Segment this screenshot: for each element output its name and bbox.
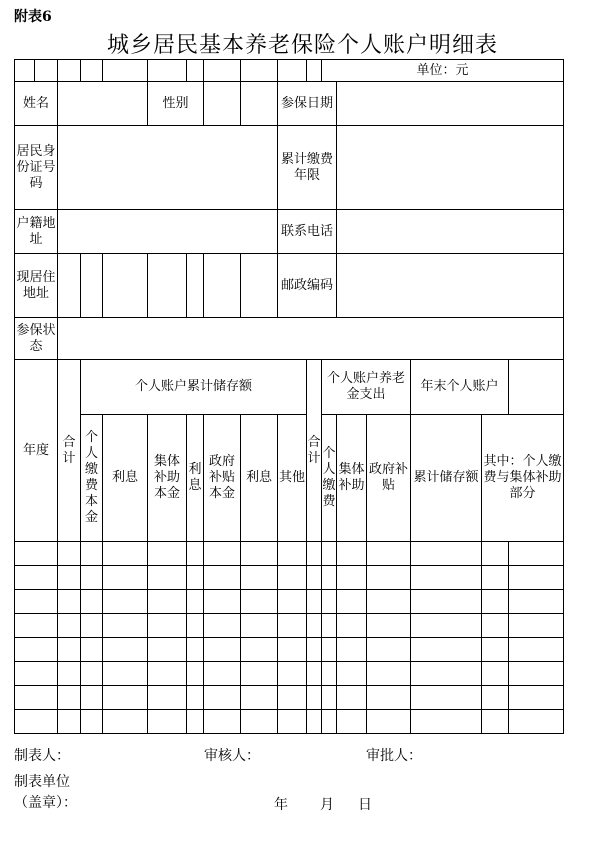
ledger-cell[interactable]: [482, 614, 509, 638]
ledger-cell[interactable]: [509, 686, 564, 710]
ledger-row: [15, 590, 564, 614]
blank-cell: [241, 254, 278, 318]
ledger-cell[interactable]: [15, 710, 58, 734]
ledger-cell[interactable]: [81, 638, 103, 662]
col-interest-3: 利息: [241, 415, 278, 542]
ledger-cell[interactable]: [322, 590, 337, 614]
ledger-cell[interactable]: [187, 710, 204, 734]
ledger-row: [15, 710, 564, 734]
ledger-cell[interactable]: [307, 686, 322, 710]
blank-cell: [509, 360, 564, 415]
ledger-cell[interactable]: [367, 566, 411, 590]
ledger-cell[interactable]: [204, 566, 241, 590]
ledger-cell[interactable]: [367, 710, 411, 734]
ledger-cell[interactable]: [367, 662, 411, 686]
ledger-row: [15, 638, 564, 662]
ledger-cell[interactable]: [278, 710, 307, 734]
ledger-cell[interactable]: [278, 590, 307, 614]
ledger-cell[interactable]: [322, 542, 337, 566]
ledger-cell[interactable]: [367, 614, 411, 638]
blank-cell: [103, 254, 148, 318]
preparer-label: 制表人：: [14, 748, 70, 764]
ledger-cell[interactable]: [103, 614, 148, 638]
ledger-cell[interactable]: [307, 542, 322, 566]
ledger-cell[interactable]: [81, 710, 103, 734]
blank-cell: [35, 60, 58, 82]
ledger-cell[interactable]: [241, 638, 278, 662]
ledger-cell[interactable]: [241, 662, 278, 686]
col-other: 其他: [278, 415, 307, 542]
ledger-cell[interactable]: [322, 566, 337, 590]
hukou-value[interactable]: [58, 210, 278, 254]
ledger-cell[interactable]: [411, 566, 482, 590]
ledger-cell[interactable]: [148, 710, 187, 734]
ledger-cell[interactable]: [509, 710, 564, 734]
ledger-cell[interactable]: [337, 614, 367, 638]
ledger-cell[interactable]: [103, 566, 148, 590]
blank-cell: [307, 60, 322, 82]
ledger-cell[interactable]: [337, 542, 367, 566]
ledger-cell[interactable]: [322, 638, 337, 662]
ledger-cell[interactable]: [322, 662, 337, 686]
ledger-cell[interactable]: [148, 662, 187, 686]
ledger-cell[interactable]: [15, 614, 58, 638]
ledger-cell[interactable]: [307, 638, 322, 662]
ledger-cell[interactable]: [307, 662, 322, 686]
col-yearend-balance: 累计储存额: [411, 415, 482, 542]
blank-cell: [187, 60, 204, 82]
ledger-cell[interactable]: [58, 686, 81, 710]
ledger-cell[interactable]: [204, 710, 241, 734]
status-value[interactable]: [58, 318, 564, 360]
enroll-date-label: 参保日期: [278, 82, 337, 126]
name-value[interactable]: [58, 82, 148, 126]
ledger-cell[interactable]: [322, 710, 337, 734]
gender-value[interactable]: [204, 82, 241, 126]
ledger-cell[interactable]: [204, 542, 241, 566]
ledger-cell[interactable]: [81, 566, 103, 590]
ledger-cell[interactable]: [307, 710, 322, 734]
ledger-cell[interactable]: [148, 566, 187, 590]
ledger-cell[interactable]: [482, 710, 509, 734]
ledger-row: [15, 686, 564, 710]
yearend-group-header: 年末个人账户: [411, 360, 509, 415]
ledger-cell[interactable]: [148, 686, 187, 710]
ledger-cell[interactable]: [15, 542, 58, 566]
ledger-cell[interactable]: [278, 614, 307, 638]
ledger-cell[interactable]: [81, 662, 103, 686]
ledger-cell[interactable]: [337, 662, 367, 686]
ledger-cell[interactable]: [482, 686, 509, 710]
blank-cell: [204, 254, 241, 318]
ledger-cell[interactable]: [241, 686, 278, 710]
col-government-principal: 政府补贴本金: [204, 415, 241, 542]
status-label: 参保状态: [15, 318, 58, 360]
unit-seal-label: 制表单位（盖章）：: [14, 774, 77, 811]
ledger-cell[interactable]: [322, 614, 337, 638]
ledger-cell[interactable]: [15, 566, 58, 590]
col-expense-government: 政府补贴: [367, 415, 411, 542]
blank-cell: [81, 254, 103, 318]
hukou-label: 户籍地址: [15, 210, 58, 254]
ledger-cell[interactable]: [278, 638, 307, 662]
ledger-row: [15, 614, 564, 638]
attachment-label: 附表6: [14, 9, 52, 25]
ledger-cell[interactable]: [411, 590, 482, 614]
ledger-cell[interactable]: [187, 566, 204, 590]
date-year-label: 年: [274, 797, 288, 813]
ledger-cell[interactable]: [58, 710, 81, 734]
ledger-cell[interactable]: [103, 590, 148, 614]
ledger-cell[interactable]: [187, 638, 204, 662]
ledger-cell[interactable]: [148, 590, 187, 614]
page-title: 城乡居民基本养老保险个人账户明细表: [106, 33, 498, 58]
date-month-label: 月: [320, 797, 334, 813]
ledger-body: [15, 542, 564, 734]
ledger-cell[interactable]: [58, 542, 81, 566]
ledger-cell[interactable]: [482, 662, 509, 686]
blank-cell: [15, 60, 35, 82]
ledger-cell[interactable]: [482, 590, 509, 614]
ledger-cell[interactable]: [187, 590, 204, 614]
col-collective-principal: 集体补助本金: [148, 415, 187, 542]
ledger-row: [15, 662, 564, 686]
gender-label: 性别: [148, 82, 204, 126]
ledger-cell[interactable]: [241, 590, 278, 614]
ledger-cell[interactable]: [148, 614, 187, 638]
years-label: 累计缴费年限: [278, 126, 337, 210]
ledger-cell[interactable]: [58, 614, 81, 638]
ledger-cell[interactable]: [411, 638, 482, 662]
balance-group-header: 个人账户累计储存额: [81, 360, 307, 415]
ledger-cell[interactable]: [367, 542, 411, 566]
ledger-cell[interactable]: [307, 590, 322, 614]
col-yearend-personal-collective: 其中：个人缴费与集体补助部分: [482, 415, 564, 542]
ledger-cell[interactable]: [509, 662, 564, 686]
col-expense-personal: 个人缴费: [322, 415, 337, 542]
ledger-cell[interactable]: [58, 566, 81, 590]
col-interest-2: 利息: [187, 415, 204, 542]
blank-cell: [241, 60, 278, 82]
ledger-cell[interactable]: [337, 710, 367, 734]
enroll-date-value[interactable]: [337, 82, 564, 126]
address-value[interactable]: [58, 254, 81, 318]
ledger-cell[interactable]: [509, 542, 564, 566]
ledger-cell[interactable]: [187, 686, 204, 710]
ledger-cell[interactable]: [58, 662, 81, 686]
blank-cell: [103, 60, 148, 82]
ledger-cell[interactable]: [337, 566, 367, 590]
ledger-cell[interactable]: [148, 542, 187, 566]
ledger-cell[interactable]: [482, 566, 509, 590]
ledger-cell[interactable]: [411, 542, 482, 566]
ledger-cell[interactable]: [509, 638, 564, 662]
expense-group-header: 个人账户养老金支出: [322, 360, 411, 415]
ledger-cell[interactable]: [58, 638, 81, 662]
ledger-cell[interactable]: [337, 590, 367, 614]
ledger-cell[interactable]: [81, 590, 103, 614]
name-label: 姓名: [15, 82, 58, 126]
ledger-cell[interactable]: [187, 614, 204, 638]
ledger-cell[interactable]: [241, 542, 278, 566]
ledger-cell[interactable]: [241, 614, 278, 638]
ledger-cell[interactable]: [204, 686, 241, 710]
ledger-cell[interactable]: [411, 662, 482, 686]
col-personal-principal: 个人缴费本金: [81, 415, 103, 542]
postcode-value[interactable]: [337, 254, 564, 318]
unit-label: 单位：元: [322, 60, 564, 82]
ledger-cell[interactable]: [278, 542, 307, 566]
ledger-cell[interactable]: [367, 638, 411, 662]
blank-cell: [58, 60, 81, 82]
phone-label: 联系电话: [278, 210, 337, 254]
account-detail-table: [14, 59, 564, 734]
year-header: 年度: [15, 360, 58, 542]
unit-row: [15, 60, 564, 82]
ledger-cell[interactable]: [509, 614, 564, 638]
ledger-cell[interactable]: [204, 614, 241, 638]
blank-cell: [148, 254, 187, 318]
ledger-row: [15, 566, 564, 590]
date-day-label: 日: [358, 797, 372, 813]
ledger-cell[interactable]: [58, 590, 81, 614]
ledger-cell[interactable]: [482, 638, 509, 662]
ledger-cell[interactable]: [241, 710, 278, 734]
ledger-cell[interactable]: [103, 662, 148, 686]
phone-value[interactable]: [337, 210, 564, 254]
address-label: 现居住地址: [15, 254, 58, 318]
ledger-cell[interactable]: [337, 638, 367, 662]
ledger-cell[interactable]: [241, 566, 278, 590]
ledger-cell[interactable]: [15, 662, 58, 686]
ledger-cell[interactable]: [187, 542, 204, 566]
blank-cell: [148, 60, 187, 82]
ledger-cell[interactable]: [15, 686, 58, 710]
ledger-cell[interactable]: [482, 542, 509, 566]
ledger-cell[interactable]: [204, 662, 241, 686]
ledger-cell[interactable]: [278, 686, 307, 710]
col-interest-1: 利息: [103, 415, 148, 542]
ledger-cell[interactable]: [15, 638, 58, 662]
blank-cell: [187, 254, 204, 318]
col-expense-collective: 集体补助: [337, 415, 367, 542]
postcode-label: 邮政编码: [278, 254, 337, 318]
ledger-cell[interactable]: [81, 686, 103, 710]
id-value[interactable]: [58, 126, 278, 210]
ledger-cell[interactable]: [411, 614, 482, 638]
ledger-row: [15, 542, 564, 566]
ledger-cell[interactable]: [103, 638, 148, 662]
blank-cell: [81, 60, 103, 82]
ledger-cell[interactable]: [148, 638, 187, 662]
ledger-cell[interactable]: [103, 542, 148, 566]
blank-cell: [278, 60, 307, 82]
expense-total-header: 合计: [307, 360, 322, 542]
ledger-cell[interactable]: [187, 662, 204, 686]
ledger-cell[interactable]: [509, 590, 564, 614]
blank-cell: [204, 60, 241, 82]
ledger-cell[interactable]: [278, 566, 307, 590]
ledger-cell[interactable]: [322, 686, 337, 710]
ledger-cell[interactable]: [367, 686, 411, 710]
ledger-cell[interactable]: [204, 638, 241, 662]
ledger-cell[interactable]: [204, 590, 241, 614]
ledger-cell[interactable]: [367, 590, 411, 614]
blank-cell: [241, 82, 278, 126]
ledger-cell[interactable]: [15, 590, 58, 614]
ledger-cell[interactable]: [411, 710, 482, 734]
ledger-cell[interactable]: [81, 614, 103, 638]
ledger-cell[interactable]: [278, 662, 307, 686]
ledger-cell[interactable]: [103, 710, 148, 734]
reviewer-label: 审核人：: [204, 748, 260, 764]
ledger-cell[interactable]: [103, 686, 148, 710]
ledger-cell[interactable]: [411, 686, 482, 710]
balance-total-header: 合计: [58, 360, 81, 542]
ledger-cell[interactable]: [509, 566, 564, 590]
ledger-cell[interactable]: [337, 686, 367, 710]
ledger-cell[interactable]: [307, 566, 322, 590]
ledger-cell[interactable]: [307, 614, 322, 638]
ledger-cell[interactable]: [81, 542, 103, 566]
years-value[interactable]: [337, 126, 564, 210]
approver-label: 审批人：: [366, 748, 422, 764]
id-label: 居民身份证号码: [15, 126, 58, 210]
